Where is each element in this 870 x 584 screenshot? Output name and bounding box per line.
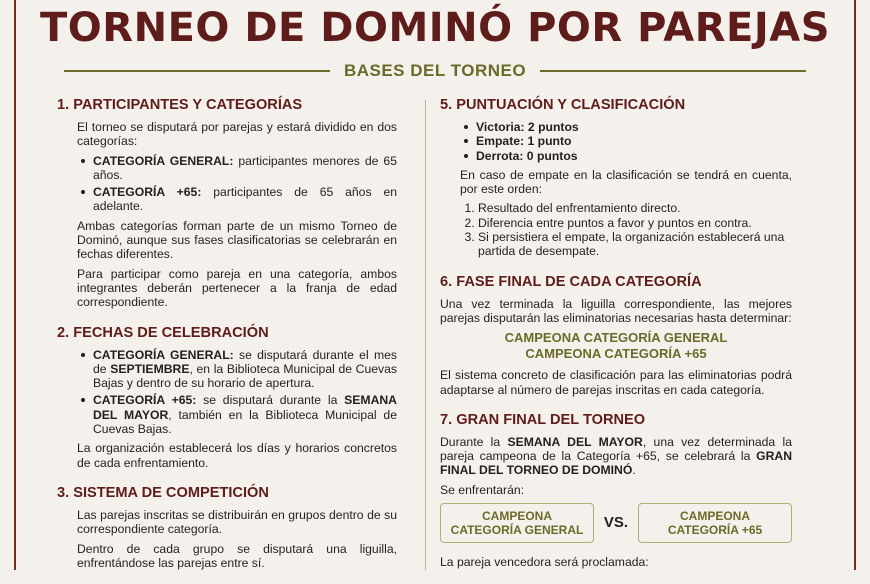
frame-left-border [14,0,16,570]
tiebreak-list [460,201,792,258]
paragraph: Se enfrentarán: [440,482,525,497]
section-heading: 3. SISTEMA DE COMPETICIÓN [57,484,269,501]
paragraph: La organización establecerá los días y horarios concretos de cada enfrentamiento. [77,441,397,470]
column-divider [425,100,426,570]
list-item: Derrota: 0 puntos [476,149,792,163]
page-title: TORNEO DE DOMINÓ POR PAREJAS [40,5,830,51]
section-sistema [57,484,397,570]
subtitle: BASES DEL TORNEO [343,61,527,80]
list-item: Victoria: 2 puntos [476,120,792,134]
paragraph: Durante la SEMANA DEL MAYOR, una vez determinada la pareja campeona de la Categoría +65, se celebrará la GRAN FINAL DEL TORNEO DE DOMINÓ. [440,434,792,478]
paragraph: Las parejas inscritas se distribuirán en grupos dentro de su correspondiente categoría. [77,507,397,537]
paragraph: Para participar como pareja en una categoría, ambos integrantes deberán pertenecer a la franja de edad correspondiente. [77,266,397,310]
list-item: CATEGORÍA GENERAL: participantes menores de 65 años. [93,153,397,182]
section-puntuacion [440,96,792,259]
subtitle-row [64,60,806,82]
section-heading: 2. FECHAS DE CELEBRACIÓN [57,324,269,341]
list-item: 2. Diferencia entre puntos a favor y puntos en contra. [478,216,792,230]
subtitle-rule-left [64,70,330,72]
list-item: CATEGORÍA GENERAL: se disputará durante el mes de SEPTIEMBRE, en la Biblioteca Municipal de Cuevas Bajas y dentro de su horario de apertura. [93,347,397,391]
paragraph: La pareja vencedora será proclamada: [440,555,649,570]
finalist-box-65: CAMPEONA CATEGORÍA +65 [638,503,792,543]
list-item: CATEGORÍA +65: participantes de 65 años en adelante. [93,185,397,214]
section-heading: 5. PUNTUACIÓN Y CLASIFICACIÓN [440,97,686,113]
points-list [460,120,792,163]
category-list [77,154,397,214]
paragraph: Ambas categorías forman parte de un mismo Torneo de Dominó, aunque sus fases clasificatorias se celebrarán en fechas diferentes. [77,218,397,262]
paragraph: Una vez terminada la liguilla correspondiente, las mejores parejas disputarán las eliminatorias necesarias hasta determinar: [440,296,792,325]
section-heading: 6. FASE FINAL DE CADA CATEGORÍA [440,273,702,290]
vs-label: VS. [603,513,629,531]
paragraph: El torneo se disputará por parejas y estará dividido en dos categorías: [77,120,397,149]
paragraph: El sistema concreto de clasificación para las eliminatorias podrá adaptarse al número de parejas inscritas en cada categoría. [440,368,792,397]
list-item: CATEGORÍA +65: se disputará durante la SEMANA DEL MAYOR, también en la Biblioteca Municipal de Cuevas Bajas. [93,393,397,437]
left-column [57,96,397,584]
final-matchup [440,503,792,543]
paragraph: En caso de empate en la clasificación se tendrá en cuenta, por este orden: [460,167,792,197]
list-item: 1. Resultado del enfrentamiento directo. [478,201,792,215]
frame-right-border [854,0,856,570]
section-fase-final [440,273,792,397]
section-heading: 1. PARTICIPANTES Y CATEGORÍAS [57,97,303,113]
list-item: 3. Si persistiera el empate, la organización establecerá una partida de desempate. [478,230,792,259]
paragraph: Dentro de cada grupo se disputará una liguilla, enfrentándose las parejas entre sí. [77,541,397,570]
dates-list [77,348,397,437]
section-heading: 7. GRAN FINAL DEL TORNEO [440,411,646,428]
subtitle-rule-right [540,70,806,72]
finalist-box-general: CAMPEONA CATEGORÍA GENERAL [440,503,594,543]
champion-label: CAMPEONA CATEGORÍA GENERAL CAMPEONA CATEGORÍA +65 [504,330,728,362]
list-item: Empate: 1 punto [476,134,792,148]
section-participantes [57,96,397,310]
section-gran-final [440,411,792,569]
right-column [440,96,792,583]
section-fechas [57,324,397,470]
